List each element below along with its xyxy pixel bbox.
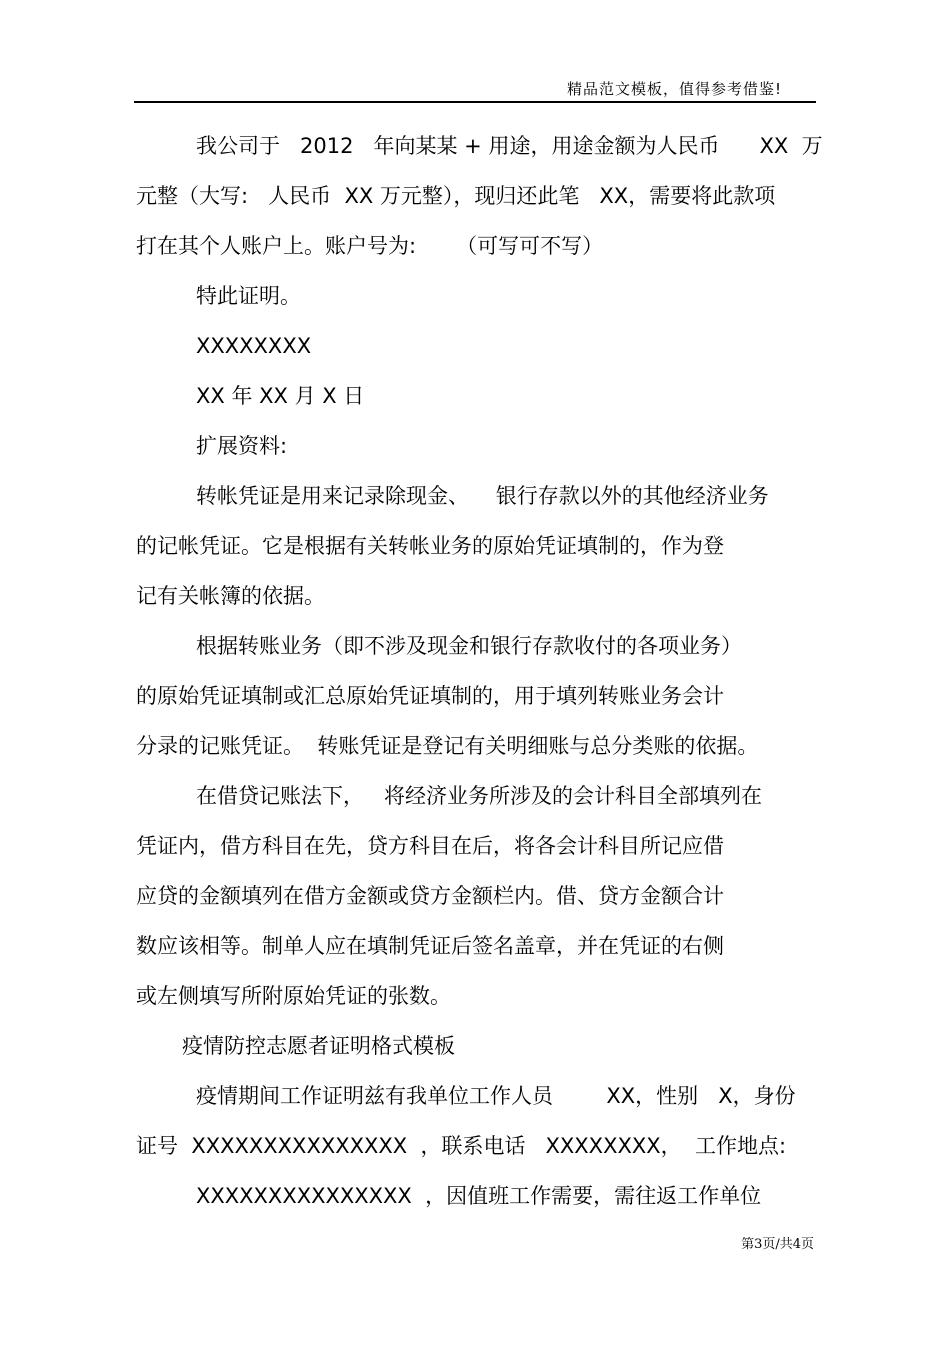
body-line: 根据转账业务（即不涉及现金和银行存款收付的各项业务）	[196, 634, 742, 658]
body-line: 特此证明。	[196, 284, 301, 308]
body-line: 凭证内，借方科目在先，贷方科目在后，将各会计科目所记应借	[136, 834, 724, 858]
body-line: 元整（大写: 人民币 XX 万元整），现归还此笔 XX，需要将此款项	[136, 184, 776, 208]
body-line: XX 年 XX 月 X 日	[196, 384, 365, 408]
page-number: 第3页/共4页	[741, 1237, 814, 1252]
section-heading: 疫情防控志愿者证明格式模板	[182, 1034, 455, 1058]
body-line: 转帐凭证是用来记录除现金、 银行存款以外的其他经济业务	[196, 484, 769, 508]
body-line: 数应该相等。制单人应在填制凭证后签名盖章，并在凭证的右侧	[136, 934, 724, 958]
body-line: 记有关帐簿的依据。	[136, 584, 325, 608]
body-line: XXXXXXXX	[196, 334, 312, 358]
body-line: 我公司于 2012 年向某某 + 用途，用途金额为人民币 XX 万	[196, 134, 823, 158]
header-note: 精品范文模板，值得参考借鉴!	[566, 80, 782, 98]
body-line: 的记帐凭证。它是根据有关转帐业务的原始凭证填制的，作为登	[136, 534, 724, 558]
body-line: 应贷的金额填列在借方金额或贷方金额栏内。借、贷方金额合计	[136, 884, 724, 908]
body-line: 分录的记账凭证。 转账凭证是登记有关明细账与总分类账的依据。	[136, 734, 759, 758]
body-line: 证号 XXXXXXXXXXXXXXX ，联系电话 XXXXXXXX， 工作地点:	[136, 1134, 787, 1158]
body-line: XXXXXXXXXXXXXXX ，因值班工作需要，需往返工作单位	[196, 1184, 762, 1208]
body-line: 或左侧填写所附原始凭证的张数。	[136, 984, 451, 1008]
header-divider	[134, 101, 816, 103]
body-line: 扩展资料:	[196, 434, 288, 458]
body-line: 的原始凭证填制或汇总原始凭证填制的，用于填列转账业务会计	[136, 684, 724, 708]
body-line: 疫情期间工作证明兹有我单位工作人员 XX，性别 X，身份	[196, 1084, 796, 1108]
body-line: 在借贷记账法下， 将经济业务所涉及的会计科目全部填列在	[196, 784, 763, 808]
body-line: 打在其个人账户上。账户号为: （可写可不写）	[136, 234, 604, 258]
